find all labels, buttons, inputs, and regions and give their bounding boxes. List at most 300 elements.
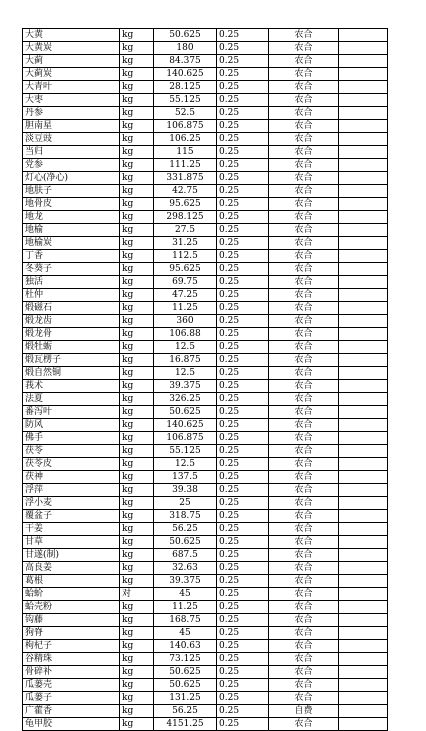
price-cell: 140.625: [154, 68, 217, 81]
unit-cell: kg: [120, 237, 154, 250]
insurance-type-cell: 农合: [269, 237, 339, 250]
table-row: [23, 575, 388, 588]
unit-cell: kg: [120, 393, 154, 406]
rate-cell: 0.25: [217, 328, 269, 341]
drug-name-cell: 独活: [23, 276, 120, 289]
empty-cell: [339, 198, 388, 211]
table-row: [23, 237, 388, 250]
unit-cell: kg: [120, 367, 154, 380]
table-row: [23, 211, 388, 224]
empty-cell: [339, 55, 388, 68]
price-cell: 55.125: [154, 94, 217, 107]
insurance-type-cell: 农合: [269, 224, 339, 237]
drug-name-cell: 干姜: [23, 523, 120, 536]
insurance-type-cell: 农合: [269, 354, 339, 367]
table-row: [23, 107, 388, 120]
rate-cell: 0.25: [217, 679, 269, 692]
insurance-type-cell: 农合: [269, 315, 339, 328]
empty-cell: [339, 692, 388, 705]
price-cell: 50.625: [154, 29, 217, 42]
drug-name-cell: 煅龙齿: [23, 315, 120, 328]
drug-name-cell: 钩藤: [23, 614, 120, 627]
price-cell: 180: [154, 42, 217, 55]
empty-cell: [339, 328, 388, 341]
table-row: [23, 419, 388, 432]
unit-cell: kg: [120, 575, 154, 588]
insurance-type-cell: 农合: [269, 302, 339, 315]
table-row: [23, 159, 388, 172]
insurance-type-cell: 农合: [269, 679, 339, 692]
drug-name-cell: 葛根: [23, 575, 120, 588]
empty-cell: [339, 94, 388, 107]
unit-cell: kg: [120, 276, 154, 289]
unit-cell: kg: [120, 263, 154, 276]
rate-cell: 0.25: [217, 666, 269, 679]
empty-cell: [339, 445, 388, 458]
table-row: [23, 289, 388, 302]
table-row: [23, 523, 388, 536]
unit-cell: kg: [120, 549, 154, 562]
drug-name-cell: 地肤子: [23, 185, 120, 198]
price-cell: 47.25: [154, 289, 217, 302]
table-row: [23, 42, 388, 55]
insurance-type-cell: 农合: [269, 250, 339, 263]
unit-cell: kg: [120, 536, 154, 549]
drug-name-cell: 杜仲: [23, 289, 120, 302]
unit-cell: kg: [120, 341, 154, 354]
price-cell: 52.5: [154, 107, 217, 120]
drug-name-cell: 骨碎补: [23, 666, 120, 679]
table-row: [23, 718, 388, 731]
drug-name-cell: 当归: [23, 146, 120, 159]
rate-cell: 0.25: [217, 289, 269, 302]
insurance-type-cell: 农合: [269, 419, 339, 432]
rate-cell: 0.25: [217, 237, 269, 250]
empty-cell: [339, 653, 388, 666]
drug-name-cell: 地龙: [23, 211, 120, 224]
rate-cell: 0.25: [217, 263, 269, 276]
drug-name-cell: 胆南星: [23, 120, 120, 133]
insurance-type-cell: 农合: [269, 497, 339, 510]
price-cell: 56.25: [154, 705, 217, 718]
insurance-type-cell: 农合: [269, 445, 339, 458]
rate-cell: 0.25: [217, 614, 269, 627]
insurance-type-cell: 农合: [269, 692, 339, 705]
insurance-type-cell: 农合: [269, 601, 339, 614]
table-row: [23, 393, 388, 406]
rate-cell: 0.25: [217, 653, 269, 666]
rate-cell: 0.25: [217, 107, 269, 120]
rate-cell: 0.25: [217, 315, 269, 328]
drug-name-cell: 大枣: [23, 94, 120, 107]
unit-cell: kg: [120, 68, 154, 81]
price-cell: 12.5: [154, 341, 217, 354]
drug-name-cell: 茯苓: [23, 445, 120, 458]
insurance-type-cell: 农合: [269, 432, 339, 445]
insurance-type-cell: 农合: [269, 328, 339, 341]
drug-name-cell: 灯心(净心): [23, 172, 120, 185]
insurance-type-cell: 农合: [269, 42, 339, 55]
insurance-type-cell: 农合: [269, 276, 339, 289]
empty-cell: [339, 185, 388, 198]
drug-name-cell: 瓜蒌子: [23, 692, 120, 705]
unit-cell: kg: [120, 705, 154, 718]
unit-cell: kg: [120, 94, 154, 107]
price-cell: 39.375: [154, 575, 217, 588]
table-row: [23, 185, 388, 198]
empty-cell: [339, 718, 388, 731]
insurance-type-cell: 农合: [269, 549, 339, 562]
rate-cell: 0.25: [217, 367, 269, 380]
drug-name-cell: 大黄: [23, 29, 120, 42]
rate-cell: 0.25: [217, 393, 269, 406]
table-row: [23, 692, 388, 705]
rate-cell: 0.25: [217, 718, 269, 731]
table-row: [23, 640, 388, 653]
empty-cell: [339, 107, 388, 120]
insurance-type-cell: 农合: [269, 68, 339, 81]
insurance-type-cell: 农合: [269, 289, 339, 302]
empty-cell: [339, 393, 388, 406]
insurance-type-cell: 农合: [269, 562, 339, 575]
drug-name-cell: 蛤蚧: [23, 588, 120, 601]
unit-cell: kg: [120, 458, 154, 471]
empty-cell: [339, 29, 388, 42]
unit-cell: kg: [120, 81, 154, 94]
unit-cell: kg: [120, 692, 154, 705]
drug-name-cell: 大蓟: [23, 55, 120, 68]
price-cell: 69.75: [154, 276, 217, 289]
insurance-type-cell: 农合: [269, 341, 339, 354]
empty-cell: [339, 211, 388, 224]
drug-name-cell: 番泻叶: [23, 406, 120, 419]
empty-cell: [339, 679, 388, 692]
price-cell: 56.25: [154, 523, 217, 536]
drug-name-cell: 谷精珠: [23, 653, 120, 666]
table-row: [23, 276, 388, 289]
unit-cell: kg: [120, 419, 154, 432]
price-cell: 326.25: [154, 393, 217, 406]
table-row: [23, 445, 388, 458]
table-row: [23, 81, 388, 94]
price-cell: 111.25: [154, 159, 217, 172]
empty-cell: [339, 536, 388, 549]
drug-name-cell: 大青叶: [23, 81, 120, 94]
rate-cell: 0.25: [217, 458, 269, 471]
table-row: [23, 380, 388, 393]
price-cell: 12.5: [154, 367, 217, 380]
price-cell: 137.5: [154, 471, 217, 484]
rate-cell: 0.25: [217, 419, 269, 432]
insurance-type-cell: 农合: [269, 406, 339, 419]
empty-cell: [339, 432, 388, 445]
table-row: [23, 341, 388, 354]
unit-cell: kg: [120, 445, 154, 458]
price-cell: 168.75: [154, 614, 217, 627]
rate-cell: 0.25: [217, 42, 269, 55]
table-row: [23, 302, 388, 315]
unit-cell: kg: [120, 159, 154, 172]
rate-cell: 0.25: [217, 406, 269, 419]
rate-cell: 0.25: [217, 81, 269, 94]
rate-cell: 0.25: [217, 432, 269, 445]
price-cell: 50.625: [154, 666, 217, 679]
table-row: [23, 250, 388, 263]
unit-cell: kg: [120, 302, 154, 315]
empty-cell: [339, 510, 388, 523]
unit-cell: kg: [120, 562, 154, 575]
rate-cell: 0.25: [217, 627, 269, 640]
table-row: [23, 367, 388, 380]
unit-cell: kg: [120, 107, 154, 120]
rate-cell: 0.25: [217, 497, 269, 510]
price-cell: 115: [154, 146, 217, 159]
table-row: [23, 432, 388, 445]
price-cell: 39.38: [154, 484, 217, 497]
drug-price-table: [22, 28, 388, 731]
rate-cell: 0.25: [217, 380, 269, 393]
table-row: [23, 133, 388, 146]
unit-cell: kg: [120, 328, 154, 341]
unit-cell: kg: [120, 627, 154, 640]
unit-cell: kg: [120, 432, 154, 445]
empty-cell: [339, 146, 388, 159]
price-cell: 73.125: [154, 653, 217, 666]
price-cell: 32.63: [154, 562, 217, 575]
empty-cell: [339, 458, 388, 471]
insurance-type-cell: 农合: [269, 575, 339, 588]
empty-cell: [339, 588, 388, 601]
rate-cell: 0.25: [217, 562, 269, 575]
table-row: [23, 705, 388, 718]
unit-cell: kg: [120, 471, 154, 484]
rate-cell: 0.25: [217, 146, 269, 159]
empty-cell: [339, 302, 388, 315]
rate-cell: 0.25: [217, 211, 269, 224]
price-cell: 84.375: [154, 55, 217, 68]
drug-name-cell: 法夏: [23, 393, 120, 406]
rate-cell: 0.25: [217, 120, 269, 133]
unit-cell: kg: [120, 146, 154, 159]
table-row: [23, 68, 388, 81]
price-cell: 360: [154, 315, 217, 328]
table-row: [23, 29, 388, 42]
price-cell: 31.25: [154, 237, 217, 250]
drug-name-cell: 浮小麦: [23, 497, 120, 510]
empty-cell: [339, 705, 388, 718]
empty-cell: [339, 133, 388, 146]
drug-name-cell: 枸杞子: [23, 640, 120, 653]
price-cell: 50.625: [154, 406, 217, 419]
price-cell: 112.5: [154, 250, 217, 263]
insurance-type-cell: 农合: [269, 55, 339, 68]
rate-cell: 0.25: [217, 523, 269, 536]
unit-cell: kg: [120, 640, 154, 653]
insurance-type-cell: 农合: [269, 120, 339, 133]
table-row: [23, 510, 388, 523]
unit-cell: kg: [120, 718, 154, 731]
empty-cell: [339, 159, 388, 172]
price-cell: 131.25: [154, 692, 217, 705]
unit-cell: kg: [120, 354, 154, 367]
rate-cell: 0.25: [217, 29, 269, 42]
unit-cell: kg: [120, 198, 154, 211]
drug-name-cell: 防风: [23, 419, 120, 432]
drug-name-cell: 龟甲胶: [23, 718, 120, 731]
empty-cell: [339, 354, 388, 367]
price-cell: 12.5: [154, 458, 217, 471]
table-row: [23, 458, 388, 471]
empty-cell: [339, 42, 388, 55]
rate-cell: 0.25: [217, 705, 269, 718]
empty-cell: [339, 627, 388, 640]
unit-cell: kg: [120, 679, 154, 692]
unit-cell: kg: [120, 666, 154, 679]
drug-name-cell: 地榆: [23, 224, 120, 237]
drug-name-cell: 甘草: [23, 536, 120, 549]
drug-name-cell: 瓜蒌壳: [23, 679, 120, 692]
unit-cell: kg: [120, 29, 154, 42]
empty-cell: [339, 172, 388, 185]
price-cell: 106.875: [154, 120, 217, 133]
drug-name-cell: 甘遂(制): [23, 549, 120, 562]
unit-cell: kg: [120, 289, 154, 302]
price-cell: 45: [154, 588, 217, 601]
empty-cell: [339, 276, 388, 289]
insurance-type-cell: 农合: [269, 211, 339, 224]
drug-name-cell: 煅龙骨: [23, 328, 120, 341]
rate-cell: 0.25: [217, 549, 269, 562]
rate-cell: 0.25: [217, 55, 269, 68]
price-cell: 140.625: [154, 419, 217, 432]
insurance-type-cell: 农合: [269, 172, 339, 185]
insurance-type-cell: 农合: [269, 81, 339, 94]
insurance-type-cell: 农合: [269, 718, 339, 731]
table-row: [23, 614, 388, 627]
rate-cell: 0.25: [217, 198, 269, 211]
price-cell: 55.125: [154, 445, 217, 458]
empty-cell: [339, 380, 388, 393]
unit-cell: kg: [120, 614, 154, 627]
rate-cell: 0.25: [217, 692, 269, 705]
empty-cell: [339, 601, 388, 614]
rate-cell: 0.25: [217, 575, 269, 588]
table-body: [23, 29, 388, 731]
drug-name-cell: 蛤壳粉: [23, 601, 120, 614]
rate-cell: 0.25: [217, 601, 269, 614]
empty-cell: [339, 484, 388, 497]
drug-name-cell: 狗脊: [23, 627, 120, 640]
table-row: [23, 198, 388, 211]
price-cell: 16.875: [154, 354, 217, 367]
table-row: [23, 536, 388, 549]
table-row: [23, 55, 388, 68]
empty-cell: [339, 224, 388, 237]
table-row: [23, 471, 388, 484]
empty-cell: [339, 289, 388, 302]
drug-name-cell: 地骨皮: [23, 198, 120, 211]
unit-cell: kg: [120, 380, 154, 393]
insurance-type-cell: 农合: [269, 380, 339, 393]
drug-name-cell: 煅磁石: [23, 302, 120, 315]
rate-cell: 0.25: [217, 94, 269, 107]
empty-cell: [339, 237, 388, 250]
unit-cell: kg: [120, 133, 154, 146]
price-cell: 45: [154, 627, 217, 640]
unit-cell: kg: [120, 315, 154, 328]
price-cell: 318.75: [154, 510, 217, 523]
insurance-type-cell: 自费: [269, 705, 339, 718]
rate-cell: 0.25: [217, 224, 269, 237]
table-row: [23, 263, 388, 276]
empty-cell: [339, 315, 388, 328]
rate-cell: 0.25: [217, 640, 269, 653]
insurance-type-cell: 农合: [269, 484, 339, 497]
drug-name-cell: 冬葵子: [23, 263, 120, 276]
price-cell: 50.625: [154, 679, 217, 692]
drug-name-cell: 高良姜: [23, 562, 120, 575]
table-row: [23, 146, 388, 159]
drug-name-cell: 煅牡蛎: [23, 341, 120, 354]
insurance-type-cell: 农合: [269, 185, 339, 198]
empty-cell: [339, 549, 388, 562]
rate-cell: 0.25: [217, 302, 269, 315]
price-cell: 95.625: [154, 263, 217, 276]
empty-cell: [339, 120, 388, 133]
insurance-type-cell: 农合: [269, 146, 339, 159]
drug-name-cell: 丹参: [23, 107, 120, 120]
price-cell: 95.625: [154, 198, 217, 211]
empty-cell: [339, 419, 388, 432]
drug-name-cell: 浮萍: [23, 484, 120, 497]
price-cell: 331.875: [154, 172, 217, 185]
empty-cell: [339, 640, 388, 653]
drug-name-cell: 广藿香: [23, 705, 120, 718]
insurance-type-cell: 农合: [269, 29, 339, 42]
table-row: [23, 627, 388, 640]
price-cell: 27.5: [154, 224, 217, 237]
table-row: [23, 601, 388, 614]
unit-cell: kg: [120, 172, 154, 185]
insurance-type-cell: 农合: [269, 367, 339, 380]
empty-cell: [339, 263, 388, 276]
unit-cell: kg: [120, 497, 154, 510]
empty-cell: [339, 523, 388, 536]
insurance-type-cell: 农合: [269, 159, 339, 172]
empty-cell: [339, 68, 388, 81]
empty-cell: [339, 614, 388, 627]
insurance-type-cell: 农合: [269, 510, 339, 523]
drug-name-cell: 党参: [23, 159, 120, 172]
insurance-type-cell: 农合: [269, 588, 339, 601]
price-cell: 42.75: [154, 185, 217, 198]
price-cell: 106.875: [154, 432, 217, 445]
unit-cell: kg: [120, 523, 154, 536]
unit-cell: kg: [120, 55, 154, 68]
drug-name-cell: 煅瓦楞子: [23, 354, 120, 367]
empty-cell: [339, 250, 388, 263]
unit-cell: kg: [120, 653, 154, 666]
insurance-type-cell: 农合: [269, 94, 339, 107]
unit-cell: kg: [120, 42, 154, 55]
rate-cell: 0.25: [217, 510, 269, 523]
table-row: [23, 94, 388, 107]
rate-cell: 0.25: [217, 68, 269, 81]
drug-name-cell: 佛手: [23, 432, 120, 445]
empty-cell: [339, 367, 388, 380]
rate-cell: 0.25: [217, 536, 269, 549]
drug-name-cell: 茯苓皮: [23, 458, 120, 471]
